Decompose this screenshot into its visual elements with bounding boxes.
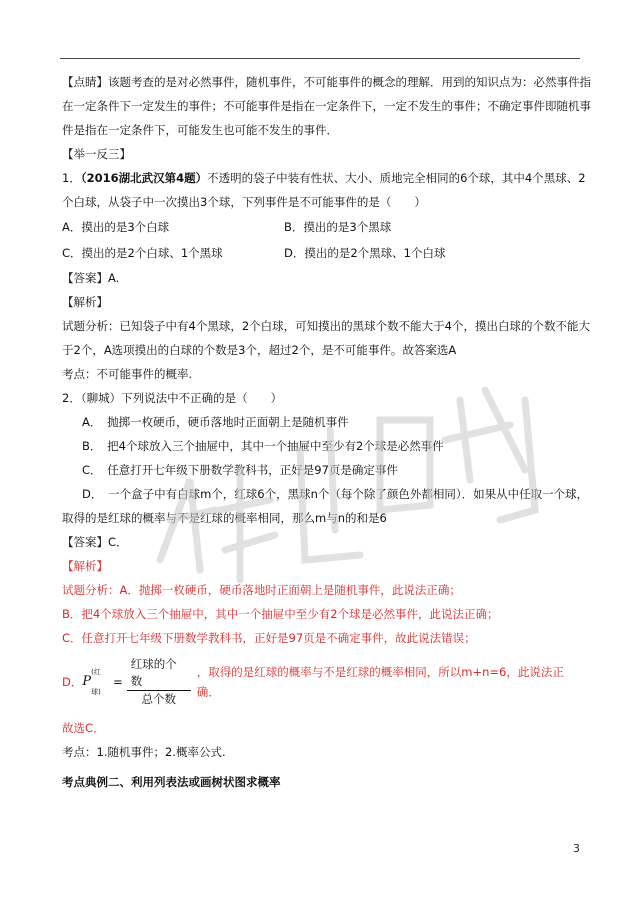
analysis-note bbox=[62, 70, 591, 142]
fraction-denominator: 总个数 bbox=[141, 692, 177, 706]
q2-explain-a: 试题分析：A．抛掷一枚硬币，硬币落地时正面朝上是随机事件，此说法正确； bbox=[62, 583, 461, 597]
note-text-3: 件是指在一定条件下，可能发生也可能不发生的事件． bbox=[62, 123, 338, 137]
header-rule bbox=[60, 58, 580, 59]
q2-option-b: B． 把4个球放入三个抽屉中，其中一个抽屉中至少有2个球是必然事件 bbox=[82, 439, 444, 453]
q2-option-c: C． 任意打开七年级下册数学教科书，正好是97页是确定事件 bbox=[82, 463, 398, 477]
q1-option-b: B．摸出的是3个黑球 bbox=[284, 220, 392, 234]
q2-conclusion: 故选C． bbox=[62, 721, 105, 735]
probability-symbol: P bbox=[82, 674, 92, 689]
page-number: 3 bbox=[573, 842, 580, 855]
document-page bbox=[62, 70, 591, 794]
q1-answer: A. bbox=[108, 271, 120, 285]
q1-stem-2: 个白球，从袋子中一次摸出3个球，下列事件是不可能事件的是（ ） bbox=[62, 195, 426, 209]
question-1 bbox=[62, 166, 590, 386]
q2-explain-b: B．把4个球放入三个抽屉中，其中一个抽屉中至少有2个球是必然事件，此说法正确； bbox=[62, 607, 499, 621]
q2-explain-d-prefix: D． bbox=[62, 675, 83, 689]
q1-answer-tag: 【答案】 bbox=[62, 271, 108, 285]
question-2 bbox=[62, 386, 589, 764]
q1-explain-2: 于2个，A选项摸出的白球的个数是3个，超过2个，是不可能事件。故答案选A bbox=[62, 343, 457, 357]
q1-options-row-1 bbox=[62, 214, 578, 240]
probability-subscript: (红球) bbox=[91, 668, 101, 696]
equals-sign: = bbox=[113, 675, 123, 689]
q2-option-d-2: 取得的是红球的概率与不是红球的概率相同，那么m与n的和是6 bbox=[62, 511, 387, 525]
q1-point: 考点：不可能事件的概率. bbox=[62, 367, 193, 381]
q1-option-d: D．摸出的是2个黑球、1个白球 bbox=[284, 246, 446, 260]
q2-explain-tag: 【解析】 bbox=[62, 559, 108, 573]
probability-fraction bbox=[127, 656, 191, 708]
fraction-numerator: 红球的个数 bbox=[127, 656, 191, 691]
note-text-2: 在一定条件下一定发生的事件；不可能事件是指在一定条件下，一定不发生的事件；不确定事件即随机事 bbox=[62, 99, 591, 113]
q1-option-a: A．摸出的是3个白球 bbox=[62, 220, 170, 234]
q1-options-row-2 bbox=[62, 240, 578, 266]
q1-source: （2016湖北武汉第4题） bbox=[80, 171, 208, 185]
q2-number: 2． bbox=[62, 391, 81, 405]
practice-heading: 【举一反三】 bbox=[62, 147, 131, 161]
q2-explain-d bbox=[62, 656, 578, 708]
q2-answer-tag: 【答案】 bbox=[62, 535, 108, 549]
q2-option-d-1: D． 一个盒子中有白球m个，红球6个，黑球n个（每个除了颜色外都相同）．如果从中任取一个球， bbox=[82, 487, 589, 501]
q1-stem-1: 不透明的袋子中装有性状、大小、质地完全相同的6个球，其中4个黑球、2 bbox=[207, 171, 586, 185]
q1-option-c: C．摸出的是2个白球、1个黑球 bbox=[62, 246, 223, 260]
q2-explain-d-suffix: ，取得的是红球的概率与不是红球的概率相同，所以m+n=6，此说法正确． bbox=[196, 665, 564, 699]
section-title: 考点典例二、利用列表法或画树状图求概率 bbox=[62, 775, 281, 789]
q1-number: 1． bbox=[62, 171, 81, 185]
q2-answer: C． bbox=[108, 535, 128, 549]
q1-explain-tag: 【解析】 bbox=[62, 295, 108, 309]
q2-explain-c: C．任意打开七年级下册数学教科书，正好是97页是不确定事件，故此说法错误； bbox=[62, 631, 476, 645]
q2-option-a: A． 抛掷一枚硬币，硬币落地时正面朝上是随机事件 bbox=[82, 415, 349, 429]
q1-explain-1: 试题分析：已知袋子中有4个黑球，2个白球，可知摸出的黑球个数不能大于4个，摸出白球的个数不能大 bbox=[62, 319, 590, 333]
q2-stem: （聊城）下列说法中不正确的是（ ） bbox=[80, 391, 283, 405]
q2-point: 考点：1.随机事件；2.概率公式. bbox=[62, 745, 226, 759]
note-tag: 【点睛】 bbox=[62, 75, 108, 89]
note-text-1: 该题考查的是对必然事件，随机事件，不可能事件的概念的理解．用到的知识点为：必然事件指 bbox=[108, 75, 591, 89]
